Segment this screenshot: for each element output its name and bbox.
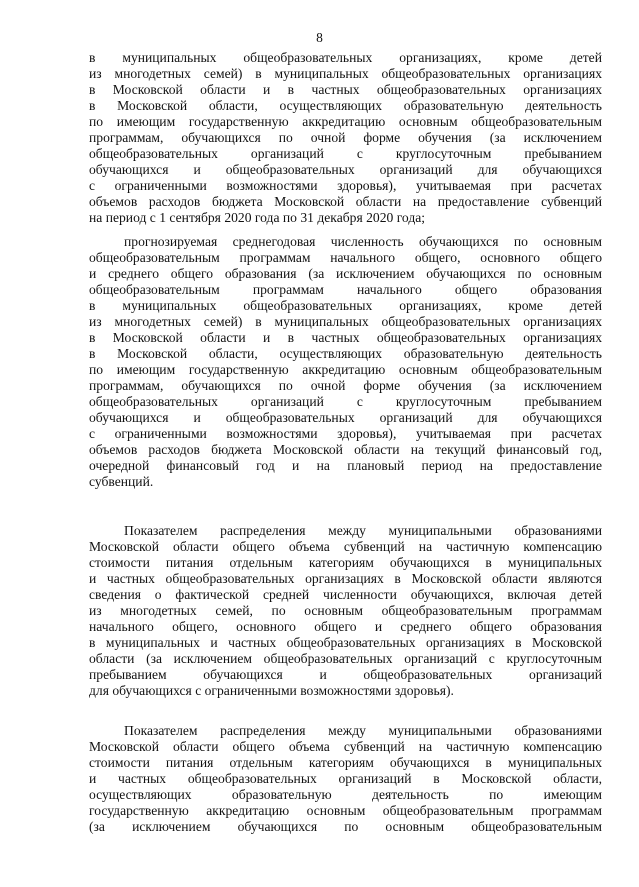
text-line: в муниципальных общеобразовательных организациях, кроме детей <box>89 298 602 313</box>
text-line: общеобразовательных организаций с круглосуточным пребыванием <box>89 394 602 409</box>
text-line: сведения о фактической средней численности обучающихся, включая детей <box>89 587 602 602</box>
text-line: из многодетных семей) в муниципальных общеобразовательных организациях <box>89 66 602 81</box>
text-line: в Московской области и в частных общеобразовательных организациях <box>89 82 602 97</box>
text-line: Московской области общего объема субвенций на частичную компенсацию <box>89 539 602 554</box>
text-line: в муниципальных и частных общеобразовательных организациях в Московской <box>89 635 602 650</box>
text-line: (за исключением обучающихся по основным общеобразовательным <box>89 819 602 834</box>
text-line: субвенций. <box>89 474 154 489</box>
paragraph-first-line: Показателем распределения между муниципальными образованиями <box>124 523 602 538</box>
text-line: в муниципальных общеобразовательных организациях, кроме детей <box>89 50 602 65</box>
text-line: по имеющим государственную аккредитацию основным общеобразовательным <box>89 362 602 377</box>
text-line: стоимости питания отдельным категориям обучающихся в муниципальных <box>89 555 602 570</box>
text-line: очередной финансовый год и на плановый период на предоставление <box>89 458 602 473</box>
text-line: из многодетных семей, по основным общеобразовательным программам <box>89 603 602 618</box>
text-line: общеобразовательным программам начального общего, основного общего <box>89 250 602 265</box>
text-line: пребыванием обучающихся и общеобразовательных организаций <box>89 667 602 682</box>
text-line: из многодетных семей) в муниципальных общеобразовательных организациях <box>89 314 602 329</box>
text-line: в Московской области, осуществляющих образовательную деятельность <box>89 98 602 113</box>
page-number: 8 <box>316 30 323 45</box>
text-line: Московской области общего объема субвенций на частичную компенсацию <box>89 739 602 754</box>
text-line: осуществляющих образовательную деятельность по имеющим <box>89 787 602 802</box>
text-line: в Московской области, осуществляющих образовательную деятельность <box>89 346 602 361</box>
text-line: с ограниченными возможностями здоровья), учитываемая при расчетах <box>89 178 602 193</box>
text-line: стоимости питания отдельным категориям обучающихся в муниципальных <box>89 755 602 770</box>
text-line: объемов расходов бюджета Московской области на текущий финансовый год, <box>89 442 602 457</box>
text-line: объемов расходов бюджета Московской области на предоставление субвенций <box>89 194 602 209</box>
text-line: и частных общеобразовательных организациях в Московской области являются <box>89 571 602 586</box>
text-line: общеобразовательным программам начального общего образования <box>89 282 602 297</box>
text-line: программам, обучающихся по очной форме обучения (за исключением <box>89 378 602 393</box>
text-line: обучающихся и общеобразовательных организаций для обучающихся <box>89 410 602 425</box>
text-line: обучающихся и общеобразовательных организаций для обучающихся <box>89 162 602 177</box>
text-line: с ограниченными возможностями здоровья), учитываемая при расчетах <box>89 426 602 441</box>
text-line: по имеющим государственную аккредитацию основным общеобразовательным <box>89 114 602 129</box>
text-line: общеобразовательных организаций с круглосуточным пребыванием <box>89 146 602 161</box>
text-line: в Московской области и в частных общеобразовательных организациях <box>89 330 602 345</box>
text-line: для обучающихся с ограниченными возможностями здоровья). <box>89 683 454 698</box>
text-line: области (за исключением общеобразовательных организаций с круглосуточным <box>89 651 602 666</box>
text-line: государственную аккредитацию основным общеобразовательным программам <box>89 803 602 818</box>
paragraph-first-line: прогнозируемая среднегодовая численность обучающихся по основным <box>124 234 602 249</box>
text-line: на период с 1 сентября 2020 года по 31 декабря 2020 года; <box>89 210 426 225</box>
text-line: начального общего, основного общего и среднего общего образования <box>89 619 602 634</box>
text-line: и среднего общего образования (за исключением обучающихся по основным <box>89 266 602 281</box>
text-line: программам, обучающихся по очной форме обучения (за исключением <box>89 130 602 145</box>
text-line: и частных общеобразовательных организаций в Московской области, <box>89 771 602 786</box>
paragraph-first-line: Показателем распределения между муниципальными образованиями <box>124 723 602 738</box>
